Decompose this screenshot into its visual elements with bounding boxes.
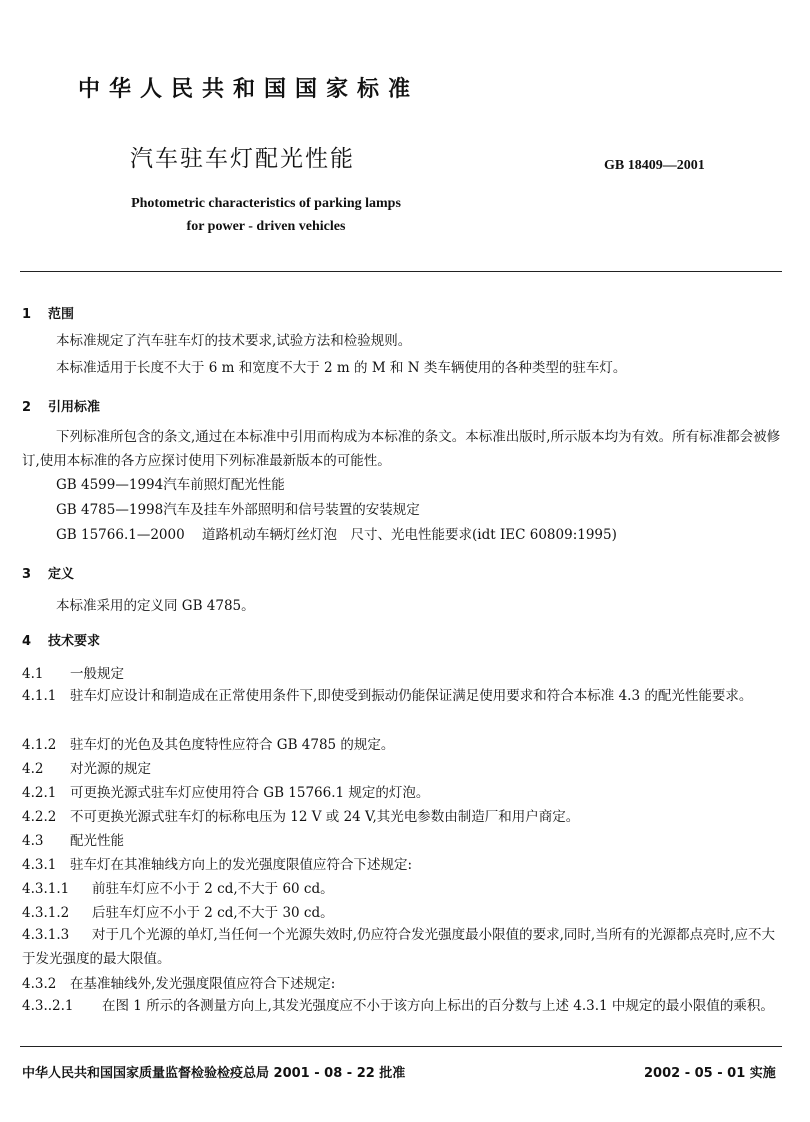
section-title: 范围 — [48, 307, 75, 322]
section-2-heading — [22, 396, 100, 415]
reference-item — [56, 526, 617, 544]
section-2-paragraph: 下列标准所包含的条文,通过在本标准中引用而构成为本标准的条文。本标准出版时,所示版本均为有效。所有标准都会被修订,使用本标准的各方应探讨使用下列标准最新版本的可能性。 — [22, 429, 781, 469]
clause-number: 4.3..2.1 — [22, 998, 74, 1014]
section-1-paragraph-2: 本标准适用于长度不大于 6 m 和宽度不大于 2 m 的 M 和 N 类车辆使用的各种类型的驻车灯。 — [56, 360, 627, 376]
reference-title: 道路机动车辆灯丝灯泡 尺寸、光电性能要求(idt IEC 60809:1995) — [202, 527, 617, 543]
clause-text: 在图 1 所示的各测量方向上,其发光强度应不小于该方向上标出的百分数与上述 4.3.1 中规定的最小限值的乘积。 — [102, 998, 774, 1014]
document-title-en-line2: for power - driven vehicles — [186, 219, 346, 234]
clause-number: 4.1.1 — [22, 688, 57, 704]
reference-item — [56, 476, 285, 494]
clause-4-3-2-1 — [22, 994, 784, 1018]
clause-number: 4.2.1 — [22, 785, 57, 801]
clause-number: 4.1.2 — [22, 737, 57, 753]
clause-4-2-2 — [22, 808, 579, 826]
section-3-heading — [22, 563, 74, 582]
section-number: 1 — [22, 307, 32, 322]
clause-number: 4.3 — [22, 833, 44, 849]
section-title: 引用标准 — [48, 400, 101, 415]
section-4-heading — [22, 630, 100, 649]
clause-4-2-1 — [22, 784, 429, 802]
clause-number: 4.3.1.3 — [22, 927, 70, 943]
header-divider — [20, 271, 782, 272]
clause-text: 不可更换光源式驻车灯的标称电压为 12 V 或 24 V,其光电参数由制造厂和用户商定。 — [70, 809, 580, 825]
reference-code: GB 15766.1—2000 — [56, 527, 185, 543]
clause-4-3-1-3 — [22, 923, 784, 971]
document-title-cn: 汽车驻车灯配光性能 — [130, 146, 355, 172]
clause-4-3-1 — [22, 856, 412, 874]
clause-number: 4.1 — [22, 666, 44, 682]
clause-number: 4.3.1.2 — [22, 905, 70, 921]
clause-number: 4.2.2 — [22, 809, 57, 825]
clause-text: 一般规定 — [70, 666, 124, 682]
section-1-paragraph-1: 本标准规定了汽车驻车灯的技术要求,试验方法和检验规则。 — [56, 333, 412, 349]
footer-divider — [20, 1046, 782, 1047]
clause-text: 后驻车灯应不小于 2 cd,不大于 30 cd。 — [92, 905, 334, 921]
effective-date: 2002 - 05 - 01 实施 — [644, 1066, 776, 1081]
clause-4-3-1-2 — [22, 904, 334, 922]
section-number: 2 — [22, 400, 32, 415]
reference-item — [56, 501, 420, 519]
section-number: 3 — [22, 567, 32, 582]
clause-text: 前驻车灯应不小于 2 cd,不大于 60 cd。 — [92, 881, 334, 897]
clause-text: 驻车灯的光色及其色度特性应符合 GB 4785 的规定。 — [70, 737, 395, 753]
clause-4-3 — [22, 832, 124, 850]
reference-code: GB 4785—1998 — [56, 502, 164, 518]
clause-4-1-2 — [22, 736, 394, 754]
section-3-paragraph: 本标准采用的定义同 GB 4785。 — [56, 598, 255, 614]
clause-4-1-1 — [22, 684, 784, 708]
clause-4-2 — [22, 760, 151, 778]
clause-text: 对于几个光源的单灯,当任何一个光源失效时,仍应符合发光强度最小限值的要求,同时,当所有的光源都点亮时,应不大于发光强度的最大限值。 — [22, 927, 775, 967]
clause-text: 驻车灯在其准轴线方向上的发光强度限值应符合下述规定: — [70, 857, 413, 873]
section-title: 技术要求 — [48, 634, 101, 649]
clause-number: 4.2 — [22, 761, 44, 777]
issuer-approval: 中华人民共和国国家质量监督检验检疫总局 2001 - 08 - 22 批准 — [22, 1066, 406, 1081]
standard-number: GB 18409—2001 — [604, 158, 705, 173]
reference-title: 汽车及挂车外部照明和信号装置的安装规定 — [163, 502, 420, 518]
clause-number: 4.3.1 — [22, 857, 57, 873]
clause-text: 对光源的规定 — [70, 761, 151, 777]
clause-number: 4.3.1.1 — [22, 881, 70, 897]
section-number: 4 — [22, 634, 32, 649]
national-standard-heading: 中华人民共和国国家标准 — [78, 77, 420, 102]
clause-text: 配光性能 — [70, 833, 124, 849]
clause-4-3-2 — [22, 975, 335, 993]
document-title-en-line1: Photometric characteristics of parking lamps — [131, 196, 401, 211]
clause-4-1 — [22, 665, 124, 683]
reference-title: 汽车前照灯配光性能 — [163, 477, 285, 493]
clause-4-3-1-1 — [22, 880, 334, 898]
clause-text: 驻车灯应设计和制造成在正常使用条件下,即使受到振动仍能保证满足使用要求和符合本标准 4.3 的配光性能要求。 — [70, 688, 753, 704]
section-1-heading — [22, 303, 74, 322]
reference-code: GB 4599—1994 — [56, 477, 164, 493]
clause-text: 在基准轴线外,发光强度限值应符合下述规定: — [70, 976, 336, 992]
clause-number: 4.3.2 — [22, 976, 57, 992]
section-title: 定义 — [48, 567, 75, 582]
clause-text: 可更换光源式驻车灯应使用符合 GB 15766.1 规定的灯泡。 — [70, 785, 430, 801]
